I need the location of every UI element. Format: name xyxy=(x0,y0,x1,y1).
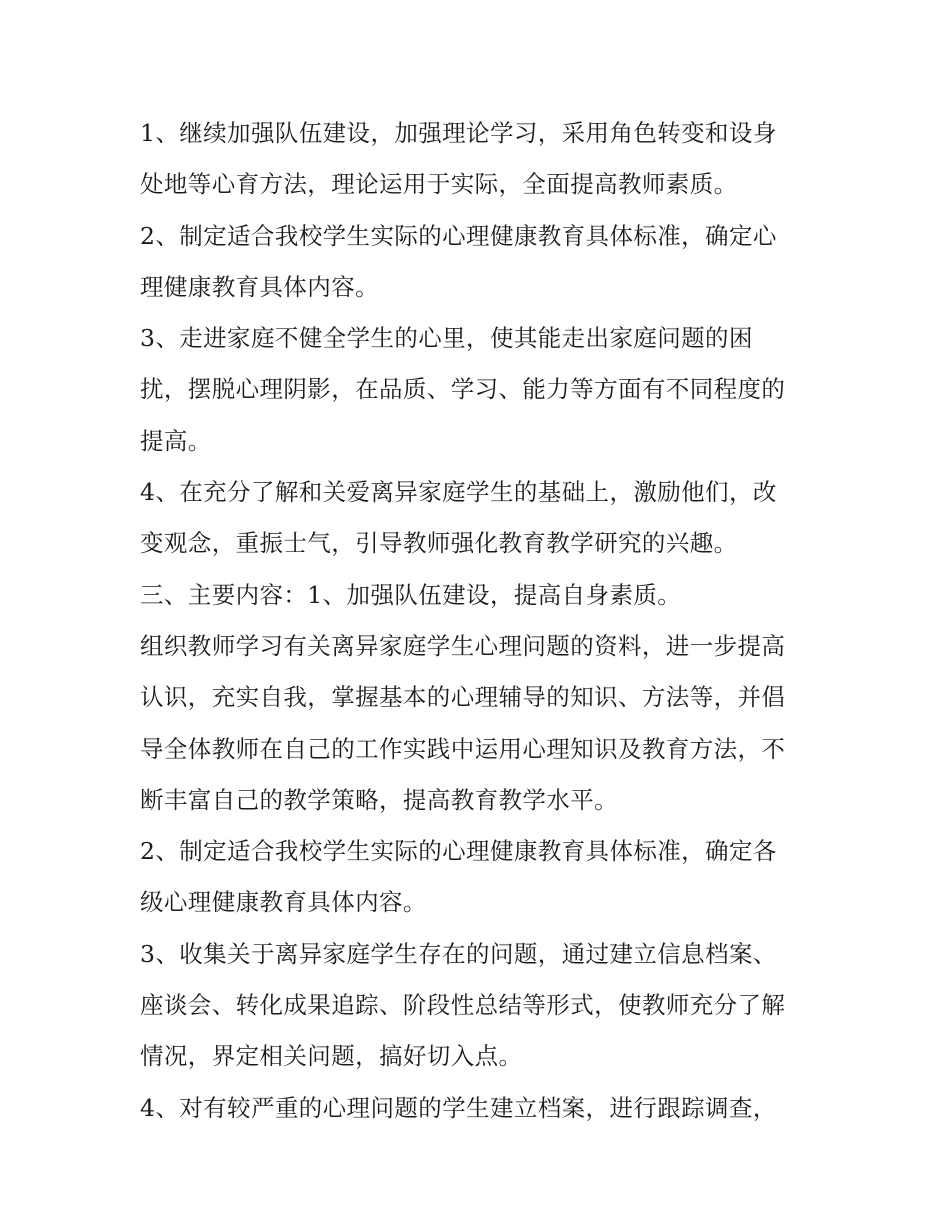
paragraph-goal-4 xyxy=(140,467,820,570)
paragraph-goal-3 xyxy=(140,313,820,467)
section-heading-main-content xyxy=(140,570,820,621)
text-line: 变观念，重振士气，引导教师强化教育教学研究的兴趣。 xyxy=(140,529,738,558)
text-line: 3、走进家庭不健全学生的心里，使其能走出家庭问题的困 xyxy=(140,324,753,353)
text-line: 导全体教师在自己的工作实践中运用心理知识及教育方法，不 xyxy=(140,734,786,763)
text-line: 三、主要内容：1、加强队伍建设，提高自身素质。 xyxy=(140,580,682,609)
text-line: 断丰富自己的教学策略，提高教育教学水平。 xyxy=(140,785,618,814)
text-line: 4、在充分了解和关爱离异家庭学生的基础上，激励他们，改 xyxy=(140,478,777,507)
paragraph-content-2 xyxy=(140,826,820,929)
text-line: 认识，充实自我，掌握基本的心理辅导的知识、方法等，并倡 xyxy=(140,683,786,712)
paragraph-goal-1 xyxy=(140,108,820,211)
text-line: 2、制定适合我校学生实际的心理健康教育具体标准，确定心 xyxy=(140,221,777,250)
text-line: 扰，摆脱心理阴影，在品质、学习、能力等方面有不同程度的 xyxy=(140,375,786,404)
text-line: 3、收集关于离异家庭学生存在的问题，通过建立信息档案、 xyxy=(140,939,777,968)
text-line: 处地等心育方法，理论运用于实际，全面提高教师素质。 xyxy=(140,170,738,199)
document-body xyxy=(140,108,820,1134)
paragraph-goal-2 xyxy=(140,211,820,314)
text-line: 情况，界定相关问题，搞好切入点。 xyxy=(140,1042,523,1071)
text-line: 4、对有较严重的心理问题的学生建立档案，进行跟踪调查， xyxy=(140,1093,777,1122)
text-line: 级心理健康教育具体内容。 xyxy=(140,888,427,917)
text-line: 2、制定适合我校学生实际的心理健康教育具体标准，确定各 xyxy=(140,837,777,866)
text-line: 1、继续加强队伍建设，加强理论学习，采用角色转变和设身 xyxy=(140,119,777,147)
text-line: 提高。 xyxy=(140,426,212,455)
text-line: 组织教师学习有关离异家庭学生心理问题的资料，进一步提高 xyxy=(140,631,786,660)
text-line: 座谈会、转化成果追踪、阶段性总结等形式，使教师充分了解 xyxy=(140,991,786,1020)
paragraph-content-3 xyxy=(140,929,820,1083)
paragraph-content-4 xyxy=(140,1083,820,1134)
text-line: 理健康教育具体内容。 xyxy=(140,272,379,301)
paragraph-teacher-study xyxy=(140,621,820,826)
